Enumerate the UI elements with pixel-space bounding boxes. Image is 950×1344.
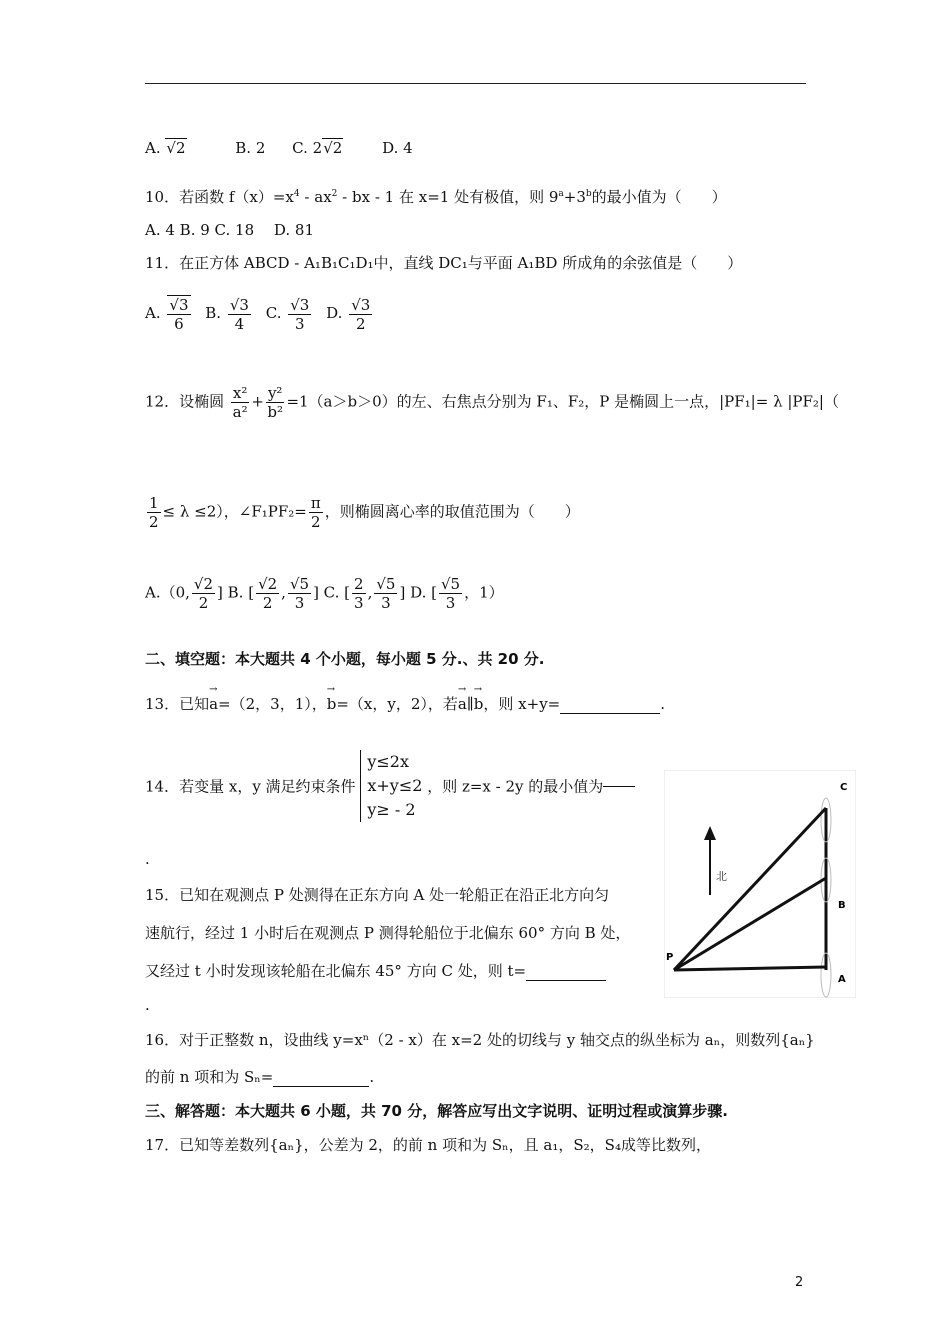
q9-options	[145, 139, 413, 157]
header-rule	[145, 83, 806, 84]
q12-stem-line2: $\frac{1}{2}$ ≤ λ ≤2），∠F₁PF₂= $\frac{\pi}{2}$ ，则椭圆离心率的取值范围为（ ）	[149, 494, 580, 531]
q9-option-a-value: √2	[166, 139, 186, 157]
q16-line2: 的前 n 项和为 Sₙ= .	[145, 1068, 375, 1086]
q15-answer-blank[interactable]	[526, 980, 606, 981]
q12-options: A.（0, $\frac{√2}{2}$ ] B. [ $\frac{√2}{2}$ , $\frac{√5}{3}$ ] C. [ $\frac{2}{3}$ , $\frac{√5}{3}$ ] D. [ $\frac{√5}{3}$ ，1）	[145, 575, 504, 612]
q11-option-a-fraction: $\frac{√3}{6}$	[169, 296, 189, 333]
q11-option-c-fraction: $\frac{√3}{3}$	[290, 295, 310, 333]
ship-observation-figure	[664, 770, 856, 998]
q10-options: A. 4 B. 9 C. 18 D. 81	[145, 221, 314, 239]
page-number: 2	[795, 1275, 804, 1290]
q16-line1: 16．对于正整数 n，设曲线 y=xⁿ（2 - x）在 x=2 处的切线与 y 轴交点的纵坐标为 aₙ，则数列{aₙ}	[145, 1031, 815, 1049]
q15-line2: 速航行，经过 1 小时后在观测点 P 测得轮船位于北偏东 60° 方向 B 处，	[145, 924, 631, 942]
q17-stem: 17．已知等差数列{aₙ}，公差为 2，的前 n 项和为 Sₙ，且 a₁，S₂，S₄成等比数列，	[145, 1136, 711, 1154]
q15-line3: 又经过 t 小时发现该轮船在北偏东 45° 方向 C 处，则 t=	[145, 960, 606, 981]
label-a: A	[838, 974, 846, 985]
q12-stem-line1: 12．设椭圆 $\frac{\text{x²}}{\text{a²}}$ + $\frac{\text{y²}}{\text{b²}}$ =1（a＞b＞0）的左、右焦点分别为 F₁、F₂，P 是椭圆上一点，|PF₁|= λ |PF₂|（	[145, 384, 839, 421]
vector-b: → b	[327, 695, 337, 713]
q16-answer-blank[interactable]	[273, 1086, 369, 1087]
q11-option-b-fraction: $\frac{√3}{4}$	[229, 295, 249, 333]
q12-pi-fraction: $\frac{\pi}{2}$	[310, 494, 321, 531]
q9-option-c-value: √2	[323, 139, 343, 157]
q9-option-b: B. 2	[235, 139, 266, 157]
label-c: C	[840, 782, 848, 793]
q10-stem: 10．若函数 $f(x)=x^4 - ax^2$ - bx - 1 在 x=1 处有极值，则 $9^a+3^b$的最小值为（ ）	[145, 188, 727, 206]
q11-option-d-fraction: $\frac{√3}{2}$	[351, 295, 371, 333]
q13-stem: 13．已知→ a=（2，3，1），→ b=（x，y，2），若→ a∥→ b，则 x+y= .	[145, 693, 665, 714]
q11-options: A. $\frac{√3}{6}$ B. $\frac{√3}{4}$ C. $\frac{√3}{3}$ D. $\frac{√3}{2}$	[145, 295, 371, 333]
section-solution-heading: 三、解答题：本大题共 6 小题，共 70 分，解答应写出文字说明、证明过程或演算步骤.	[145, 1102, 728, 1120]
q12-x-fraction: $\frac{\text{x²}}{\text{a²}}$	[232, 384, 248, 421]
north-label: 北	[716, 870, 727, 883]
q14-constraint-system: y≤2x x+y≤2 y≥ - 2	[360, 750, 422, 822]
q13-answer-blank[interactable]	[560, 713, 660, 714]
label-b: B	[838, 900, 846, 911]
q9-option-d: D. 4	[382, 139, 413, 157]
q9-option-a: A.	[145, 139, 161, 157]
label-p: P	[666, 952, 674, 963]
q11-stem: 11．在正方体 ABCD - A₁B₁C₁D₁中，直线 DC₁与平面 A₁BD 所成角的余弦值是（ ）	[145, 254, 743, 272]
vector-a: → a	[209, 695, 218, 713]
q14-answer-blank[interactable]	[603, 786, 635, 787]
q14-stem: 14．若变量 x，y 满足约束条件 y≤2x x+y≤2 y≥ - 2 ，则 z=x - 2y 的最小值为	[145, 750, 635, 822]
q12-y-fraction: $\frac{\text{y²}}{\text{b²}}$	[267, 384, 283, 421]
section-fill-in-heading: 二、填空题：本大题共 4 个小题，每小题 5 分.、共 20 分.	[145, 650, 545, 668]
q12-lambda-lower-fraction: $\frac{1}{2}$	[149, 494, 159, 531]
q15-line1: 15．已知在观测点 P 处测得在正东方向 A 处一轮船正在沿正北方向匀	[145, 886, 610, 904]
q9-option-c: C. 2	[292, 139, 323, 157]
